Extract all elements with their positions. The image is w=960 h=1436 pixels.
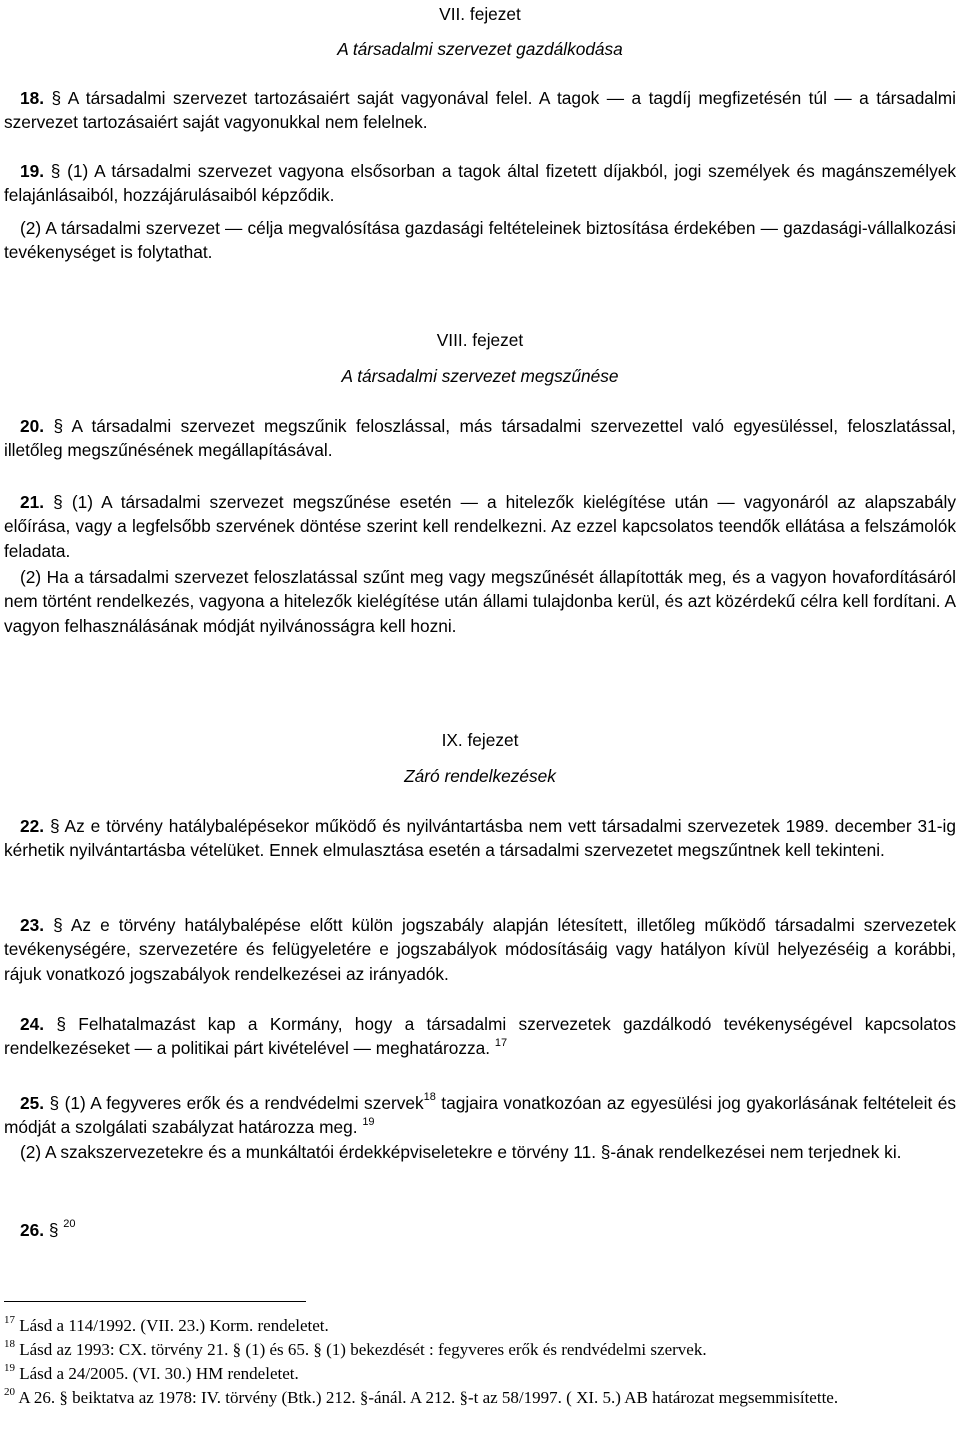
footnote-text: Lásd a 114/1992. (VII. 23.) Korm. rendeletet. — [19, 1316, 329, 1335]
footnote-ref[interactable]: 18 — [423, 1091, 436, 1104]
section-sign: § — [48, 1220, 59, 1240]
section-text: (2) Ha a társadalmi szervezet feloszlatással szűnt meg vagy megszűnését állapították meg, és a vagyon hovafordításáról nem történt rendelkezés, vagyona a hitelezők kielégítése után állami tulajdonba kerül, és azt közérdekű célra kell fordítani. A vagyon felhasználásának módját nyilvánosságra kell hozni. — [4, 567, 956, 636]
chapter-8-heading — [4, 328, 956, 352]
section-24 — [4, 1012, 956, 1061]
chapter-title: A társadalmi szervezet gazdálkodása — [337, 39, 623, 59]
footnote-text: Lásd a 24/2005. (VI. 30.) HM rendeletet. — [19, 1364, 299, 1383]
footnote-number: 19 — [4, 1362, 15, 1375]
footnote-number: 17 — [4, 1314, 15, 1327]
chapter-8-title — [4, 364, 956, 388]
section-sign: § — [56, 1014, 66, 1034]
section-25-p2 — [4, 1140, 956, 1164]
section-text: A társadalmi szervezet megszűnik feloszlással, más társadalmi szervezettel való egyesüléssel, feloszlatással, illetőleg megszűnésének megállapításával. — [4, 416, 956, 461]
section-text: Felhatalmazást kap a Kormány, hogy a társadalmi szervezetek gazdálkodó tevékenységével kapcsolatos rendelkezéseket — a politikai párt kivételével — meghatározza. — [4, 1014, 956, 1059]
footnotes — [4, 1314, 956, 1410]
section-20 — [4, 414, 956, 463]
section-25-p1 — [4, 1091, 956, 1140]
section-sign: § — [49, 1093, 60, 1113]
section-sign: § — [50, 161, 61, 181]
footnote-number: 18 — [4, 1338, 15, 1351]
section-22 — [4, 814, 956, 863]
section-text: (2) A szakszervezetekre és a munkáltatói érdekképviseletekre e törvény 11. §-ának rendelkezései nem terjednek ki. — [20, 1142, 902, 1162]
footnote-20 — [4, 1386, 956, 1410]
section-number: 20. — [20, 416, 45, 436]
section-text: (1) A társadalmi szervezet vagyona elsősorban a tagok által fizetett díjakból, jogi személyek és magánszemélyek felajánlásaiból, hozzájárulásaiból képződik. — [4, 161, 956, 206]
section-sign: § — [53, 492, 63, 512]
section-text: (1) A társadalmi szervezet megszűnése esetén — a hitelezők kielégítése után — vagyonáról az alapszabály előírása, vagy a legfelsőbb szervének döntése szerint kell rendelkezni. Az ezzel kapcsolatos teendők ellátása a felszámolók feladata. — [4, 492, 956, 561]
section-text: A társadalmi szervezet tartozásaiért saját vagyonával felel. A tagok — a tagdíj megfizetésén túl — a társadalmi szervezet tartozásaiért saját vagyonukkal nem felelnek. — [4, 88, 956, 133]
chapter-title: A társadalmi szervezet megszűnése — [341, 366, 619, 386]
chapter-heading: VII. fejezet — [439, 4, 521, 24]
section-text: (1) A fegyveres erők és a rendvédelmi szervek — [64, 1093, 424, 1113]
chapter-9-heading — [4, 728, 956, 752]
section-sign: § — [53, 416, 64, 436]
footnote-17 — [4, 1314, 956, 1338]
section-number: 23. — [20, 915, 45, 935]
section-number: 19. — [20, 161, 45, 181]
section-21-p1 — [4, 490, 956, 563]
section-number: 18. — [20, 88, 45, 108]
footnote-ref[interactable]: 19 — [362, 1115, 375, 1128]
section-number: 26. — [20, 1220, 45, 1240]
section-number: 22. — [20, 816, 45, 836]
section-text: Az e törvény hatálybalépésekor működő és nyilvántartásba nem vett társadalmi szervezetek 1989. december 31-ig kérhetik nyilvántartásba vételüket. Ennek elmulasztása esetén a társadalmi szervezetet megszűntnek kell tekinteni. — [4, 816, 956, 861]
section-sign: § — [51, 88, 62, 108]
footnote-ref[interactable]: 20 — [63, 1218, 76, 1231]
section-number: 21. — [20, 492, 45, 512]
section-19-p1 — [4, 159, 956, 208]
section-sign: § — [53, 915, 63, 935]
footnote-text: Lásd az 1993: CX. törvény 21. § (1) és 65. § (1) bekezdését : fegyveres erők és rendvédelmi szervek. — [19, 1340, 707, 1359]
section-number: 25. — [20, 1093, 45, 1113]
section-number: 24. — [20, 1014, 45, 1034]
footnote-19 — [4, 1362, 956, 1386]
chapter-heading: VIII. fejezet — [436, 330, 524, 350]
section-text: tagjaira vonatkozóan az egyesülési jog gyakorlásának feltételeit és módját a szolgálati szabályzat határozza meg. — [4, 1093, 956, 1138]
section-text: Az e törvény hatálybalépése előtt külön jogszabály alapján létesített, illetőleg működő társadalmi szervezetek tevékenységére, szervezetére és felügyeletére e jogszabályok módosításáig vagy hatályon kívül helyezéséig a korábbi, rájuk vonatkozó jogszabályok rendelkezései az irányadók. — [4, 915, 956, 984]
footnote-ref[interactable]: 17 — [494, 1036, 508, 1049]
footnote-text: A 26. § beiktatva az 1978: IV. törvény (Btk.) 212. §-ánál. A 212. §-t az 58/1997. ( XI. 5.) AB határozat megsemmisítette. — [18, 1388, 839, 1407]
section-19-p2 — [4, 216, 956, 265]
footnote-divider — [4, 1301, 306, 1302]
chapter-9-title — [4, 764, 956, 788]
footnote-number: 20 — [4, 1386, 15, 1399]
section-23 — [4, 913, 956, 986]
section-21-p2 — [4, 565, 956, 638]
footnote-18 — [4, 1338, 956, 1362]
section-sign: § — [49, 816, 60, 836]
chapter-7-heading — [4, 2, 956, 26]
chapter-title: Záró rendelkezések — [404, 766, 556, 786]
chapter-7-title — [4, 37, 956, 61]
section-text: (2) A társadalmi szervezet — célja megvalósítása gazdasági feltételeinek biztosítása érdekében — gazdasági-vállalkozási tevékenységet is folytathat. — [4, 218, 956, 263]
section-26 — [4, 1218, 956, 1242]
section-18 — [4, 86, 956, 135]
chapter-heading: IX. fejezet — [441, 730, 519, 750]
